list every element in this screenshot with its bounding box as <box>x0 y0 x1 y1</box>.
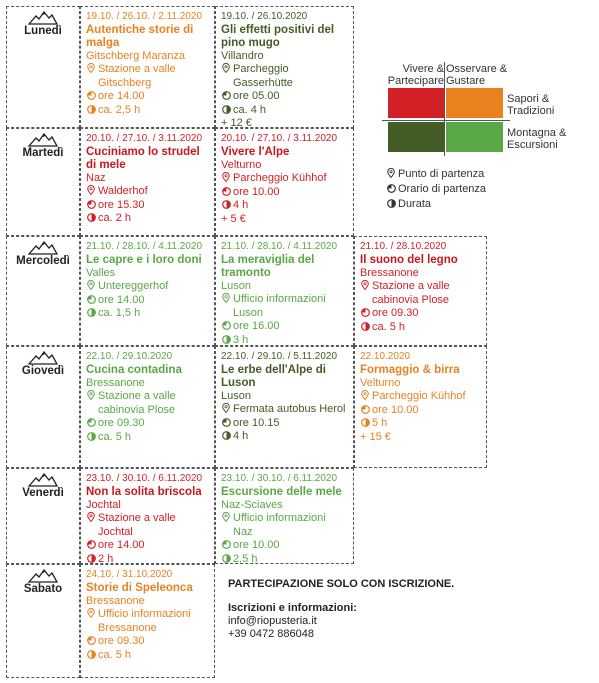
notice-email[interactable]: info@riopusteria.it <box>228 615 317 627</box>
event-start-text: Parcheggio Kühhof <box>372 390 466 402</box>
event-start-text: Ufficio informazioni Naz <box>233 512 326 538</box>
legend-time <box>386 183 486 195</box>
day-cell-2 <box>6 236 80 346</box>
notice-phone[interactable]: +39 0472 886048 <box>228 628 314 640</box>
event-date: 23.10. / 30.10. / 6.11.2020 <box>86 473 203 484</box>
event-date: 24.10. / 31.10.2020 <box>86 569 173 580</box>
half-circle-icon <box>221 430 231 444</box>
event-start <box>86 63 210 90</box>
half-circle-icon <box>86 649 96 663</box>
event-price: + 15 € <box>360 430 391 443</box>
mountain-icon <box>7 133 79 147</box>
map-pin-icon <box>221 293 231 307</box>
event-start <box>221 63 349 90</box>
event-duration-text: 4 h <box>233 199 249 211</box>
event-date: 22.10. / 29.10. / 5.11.2020 <box>221 351 338 362</box>
legend-divider-horizontal <box>382 120 510 121</box>
notice-contact-title: Iscrizioni e informazioni: <box>228 602 357 614</box>
event-place: Luson <box>221 280 251 292</box>
event-duration <box>221 334 349 348</box>
event-time-text: ore 10.15 <box>233 416 280 429</box>
event-date: 22.10. / 29.10.2020 <box>86 351 173 362</box>
event-start-text: Ufficio informazioni Bressanone <box>98 608 191 634</box>
event-card[interactable] <box>80 6 215 128</box>
clock-icon <box>86 294 96 308</box>
event-time <box>86 199 210 213</box>
event-title: Cuciniamo lo strudel di mele <box>86 146 200 171</box>
day-cell-4 <box>6 468 80 564</box>
event-duration <box>86 104 210 118</box>
event-duration <box>86 649 210 663</box>
event-start-text: Stazione a valle Jochtal <box>98 512 176 538</box>
half-circle-icon <box>221 334 231 348</box>
event-start <box>86 608 210 635</box>
mountain-icon <box>7 351 79 365</box>
event-duration-text: 5 h <box>372 417 388 429</box>
event-time <box>221 417 349 431</box>
clock-icon <box>86 199 96 213</box>
clock-icon <box>86 90 96 104</box>
event-start <box>360 280 482 307</box>
mountain-icon <box>7 11 79 25</box>
legend-montagna-label: Montagna & Escursioni <box>507 127 567 151</box>
event-card[interactable] <box>80 128 215 236</box>
event-date: 20.10. / 27.10. / 3.11.2020 <box>86 133 203 144</box>
event-place: Naz-Sciaves <box>221 499 283 511</box>
event-start <box>360 390 482 404</box>
half-circle-icon <box>86 212 96 226</box>
day-cell-5 <box>6 564 80 678</box>
event-title: Il suono del legno <box>360 254 458 266</box>
legend-divider-vertical <box>444 62 445 156</box>
event-start <box>221 172 349 186</box>
event-date: 21.10. / 28.10. / 4.11.2020 <box>221 241 338 252</box>
event-time <box>221 90 349 104</box>
map-pin-icon <box>86 185 96 199</box>
map-pin-icon <box>86 390 96 404</box>
clock-icon <box>360 404 370 418</box>
event-duration <box>360 321 482 335</box>
event-start <box>86 185 210 199</box>
event-title: Escursione delle mele <box>221 486 342 498</box>
event-time-text: ore 09.30 <box>372 307 419 319</box>
event-title: Storie di Speleonca <box>86 582 193 594</box>
event-time-text: ore 10.00 <box>233 185 280 198</box>
event-date: 19.10. / 26.10.2020 <box>221 11 308 22</box>
event-card[interactable] <box>215 346 354 468</box>
event-date: 22.10.2020 <box>360 351 411 362</box>
event-title: Non la solita briscola <box>86 486 202 498</box>
event-time-text: ore 15.30 <box>98 198 145 211</box>
event-duration-text: ca. 5 h <box>98 648 132 661</box>
event-time <box>86 635 210 649</box>
event-duration <box>221 104 349 118</box>
event-card[interactable] <box>354 346 487 468</box>
half-circle-icon <box>221 553 231 567</box>
event-duration-text: 3 h <box>233 333 249 346</box>
event-time-text: ore 10.00 <box>372 403 419 416</box>
clock-icon <box>221 90 231 104</box>
event-duration <box>221 199 349 213</box>
map-pin-icon <box>86 608 96 622</box>
mountain-icon <box>7 473 79 487</box>
map-pin-icon <box>221 172 231 186</box>
event-time <box>86 539 210 553</box>
event-card[interactable] <box>80 346 215 468</box>
map-pin-icon <box>360 280 370 294</box>
event-card[interactable] <box>215 468 354 564</box>
event-time <box>221 539 349 553</box>
event-card[interactable] <box>215 6 354 128</box>
notice-headline: PARTECIPAZIONE SOLO CON ISCRIZIONE. <box>228 578 455 590</box>
legend-duration-label: Durata <box>398 198 432 210</box>
event-start-text: Ufficio informazioni Luson <box>233 293 326 319</box>
legend-time-label: Orario di partenza <box>398 183 487 195</box>
event-card[interactable] <box>215 128 354 236</box>
day-name: Venerdì <box>22 487 64 499</box>
event-date: 20.10. / 27.10. / 3.11.2020 <box>221 133 338 144</box>
day-cell-0 <box>6 6 80 128</box>
mountain-icon <box>7 241 79 255</box>
event-card[interactable] <box>354 236 487 346</box>
event-time <box>221 320 349 334</box>
legend-swatch-sapori <box>446 88 503 118</box>
mountain-icon <box>7 569 79 583</box>
event-start <box>221 512 349 539</box>
event-start <box>221 293 349 320</box>
day-cell-3 <box>6 346 80 468</box>
event-duration-text: 2 h <box>98 552 114 565</box>
event-title: Autentiche storie di malga <box>86 24 194 49</box>
legend-swatch-osservare <box>388 122 444 152</box>
event-time <box>86 417 210 431</box>
event-place: Naz <box>86 172 106 184</box>
event-duration-text: ca. 2 h <box>98 212 132 224</box>
event-duration-text: ca. 2,5 h <box>98 103 141 116</box>
event-time <box>360 307 482 321</box>
day-cell-1 <box>6 128 80 236</box>
event-time <box>86 90 210 104</box>
event-price: + 5 € <box>221 212 246 225</box>
event-duration-text: 2,5 h <box>233 552 258 565</box>
event-price: + 12 € <box>221 117 252 129</box>
legend-swatch-montagna <box>446 122 503 152</box>
event-duration-text: ca. 5 h <box>372 320 406 333</box>
event-card[interactable] <box>215 236 354 346</box>
event-card[interactable] <box>80 236 215 346</box>
legend-start <box>386 168 484 180</box>
event-date: 19.10. / 26.10. / 2.11.2020 <box>86 11 203 22</box>
map-pin-icon <box>86 63 96 77</box>
event-place: Velturno <box>221 159 262 171</box>
clock-icon <box>386 183 396 195</box>
clock-icon <box>360 307 370 321</box>
event-duration <box>86 431 210 445</box>
event-card[interactable] <box>80 468 215 564</box>
legend-vivere-label: Vivere & Partecipare <box>387 63 444 87</box>
event-duration-text: ca. 5 h <box>98 430 132 443</box>
half-circle-icon <box>386 198 396 210</box>
event-place: Jochtal <box>86 499 121 511</box>
clock-icon <box>86 417 96 431</box>
event-title: Le capre e i loro doni <box>86 254 202 266</box>
event-place: Velturno <box>360 377 401 389</box>
event-title: Gli effetti positivi del pino mugo <box>221 24 335 49</box>
event-place: Bressanone <box>86 377 145 389</box>
event-time <box>221 186 349 200</box>
event-date: 21.10. / 28.10.2020 <box>360 241 447 252</box>
event-start-text: Stazione a valle Gitschberg <box>98 63 176 89</box>
event-start <box>86 390 210 417</box>
registration-notice <box>228 578 558 641</box>
half-circle-icon <box>86 104 96 118</box>
map-pin-icon <box>360 390 370 404</box>
event-date: 21.10. / 28.10. / 4.11.2020 <box>86 241 203 252</box>
event-duration <box>221 430 349 444</box>
event-start <box>86 280 210 294</box>
legend-sapori-label: Sapori & Tradizioni <box>507 93 555 117</box>
event-time-text: ore 14.00 <box>98 539 145 551</box>
event-time <box>86 294 210 308</box>
event-start <box>86 512 210 539</box>
day-name: Mercoledì <box>16 255 70 267</box>
event-duration-text: 4 h <box>233 430 249 442</box>
event-place: Gitschberg Maranza <box>86 50 186 62</box>
event-start-text: Parcheggio Gasserhütte <box>233 63 293 89</box>
event-time-text: ore 14.00 <box>98 90 145 102</box>
half-circle-icon <box>86 431 96 445</box>
day-name: Sabato <box>23 583 63 595</box>
day-name: Martedì <box>22 147 64 159</box>
map-pin-icon <box>221 403 231 417</box>
event-start <box>221 403 349 417</box>
legend-start-label: Punto di partenza <box>398 168 485 180</box>
half-circle-icon <box>360 321 370 335</box>
map-pin-icon <box>386 168 396 180</box>
legend-duration <box>386 198 431 210</box>
map-pin-icon <box>221 63 231 77</box>
event-title: Vivere l'Alpe <box>221 146 290 158</box>
event-place: Bressanone <box>86 595 145 607</box>
event-start-text: Untereggerhof <box>98 280 169 292</box>
half-circle-icon <box>221 104 231 118</box>
event-title: Cucina contadina <box>86 364 182 376</box>
map-pin-icon <box>86 512 96 526</box>
event-time-text: ore 16.00 <box>233 320 280 332</box>
event-title: La meraviglia del tramonto <box>221 254 315 279</box>
event-place: Villandro <box>221 50 264 62</box>
event-place: Bressanone <box>360 267 419 279</box>
day-name: Giovedì <box>21 365 65 377</box>
legend-osservare-label: Osservare & Gustare <box>446 63 508 87</box>
half-circle-icon <box>221 199 231 213</box>
half-circle-icon <box>86 307 96 321</box>
map-pin-icon <box>86 280 96 294</box>
event-duration <box>221 553 349 567</box>
event-start-text: Stazione a valle cabinovia Plose <box>98 390 176 416</box>
event-time-text: ore 14.00 <box>98 293 145 306</box>
day-name: Lunedì <box>24 25 62 37</box>
event-start-text: Fermata autobus Herol <box>233 403 346 415</box>
event-duration <box>86 212 210 226</box>
event-date: 23.10. / 30.10. / 6.11.2020 <box>221 473 338 484</box>
event-card[interactable] <box>80 564 215 678</box>
event-start-text: Walderhof <box>98 185 148 197</box>
clock-icon <box>221 186 231 200</box>
map-pin-icon <box>221 512 231 526</box>
event-time-text: ore 10.00 <box>233 539 280 551</box>
clock-icon <box>221 539 231 553</box>
event-place: Valles <box>86 267 116 279</box>
event-duration <box>86 307 210 321</box>
event-time-text: ore 05.00 <box>233 90 280 102</box>
event-duration <box>360 417 482 431</box>
event-duration-text: ca. 1,5 h <box>98 307 141 319</box>
event-time-text: ore 09.30 <box>98 417 145 429</box>
event-time-text: ore 09.30 <box>98 635 145 647</box>
clock-icon <box>221 320 231 334</box>
event-title: Le erbe dell'Alpe di Luson <box>221 364 326 389</box>
event-place: Luson <box>221 390 251 402</box>
half-circle-icon <box>360 417 370 431</box>
event-title: Formaggio & birra <box>360 364 460 376</box>
event-duration-text: ca. 4 h <box>233 103 267 116</box>
legend-swatch-vivere <box>388 88 444 118</box>
clock-icon <box>86 539 96 553</box>
clock-icon <box>221 417 231 431</box>
clock-icon <box>86 635 96 649</box>
event-start-text: Parcheggio Kühhof <box>233 172 327 184</box>
event-time <box>360 404 482 418</box>
event-start-text: Stazione a valle cabinovia Plose <box>372 280 450 306</box>
